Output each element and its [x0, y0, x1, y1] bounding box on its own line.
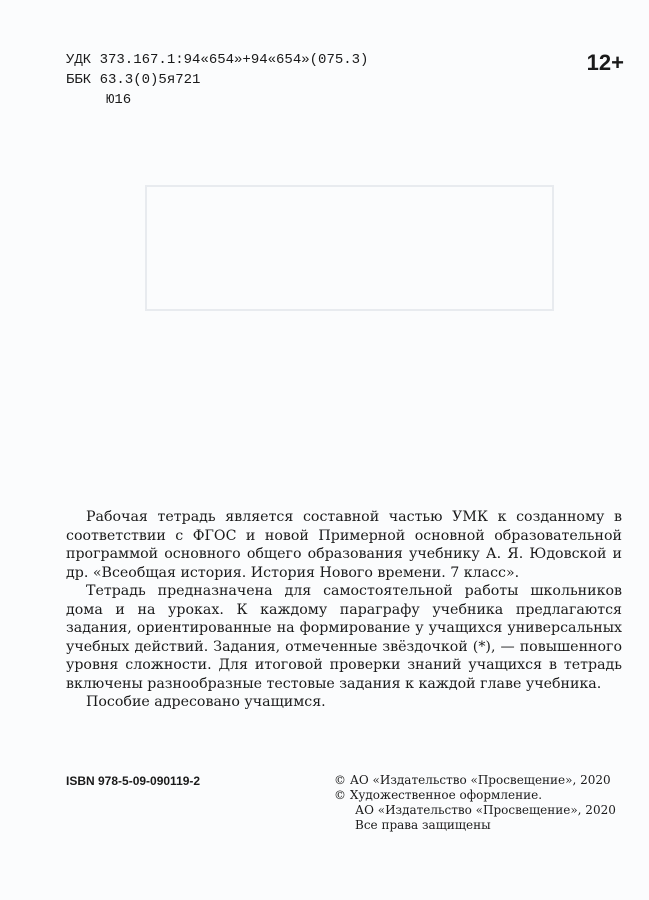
- bbk-code: ББК 63.3(0)5я721: [66, 72, 201, 88]
- age-rating-badge: 12+: [586, 50, 624, 75]
- copyright-line: © АО «Издательство «Просвещение», 2020: [334, 773, 611, 787]
- copyright-line: Все права защищены: [355, 818, 491, 832]
- annotation-paragraph: Тетрадь предназначена для самостоятельной работы школьников дома и на уроках. К каждому параграфу учебника предлагаются задания, ориентированные на формирование у учащихся универсальных учебных действий. Задания, отмеченные звёздочкой (*), — повышенного уровня сложности. Для итоговой проверки знаний учащихся в тетрадь включены разнообразные тестовые задания к каждой главе учебника.: [66, 583, 622, 692]
- isbn-number: ISBN 978-5-09-090119-2: [66, 774, 201, 788]
- annotation-text: [66, 508, 622, 712]
- copyright-block: [334, 773, 616, 833]
- copyright-line: © Художественное оформление.: [334, 788, 543, 802]
- author-code: Ю16: [106, 92, 132, 108]
- copyright-line: АО «Издательство «Просвещение», 2020: [355, 803, 616, 817]
- annotation-paragraph: Рабочая тетрадь является составной частью УМК к созданному в соответствии с ФГОС и новой Примерной основной образовательной программой основного общего образования учебнику А. Я. Юдовской и др. «Всеобщая история. История Нового времени. 7 класс».: [66, 509, 622, 581]
- annotation-paragraph: Пособие адресовано учащимся.: [86, 694, 326, 710]
- udc-code: УДК 373.167.1:94«654»+94«654»(075.3): [66, 52, 369, 68]
- classification-codes: [66, 50, 368, 110]
